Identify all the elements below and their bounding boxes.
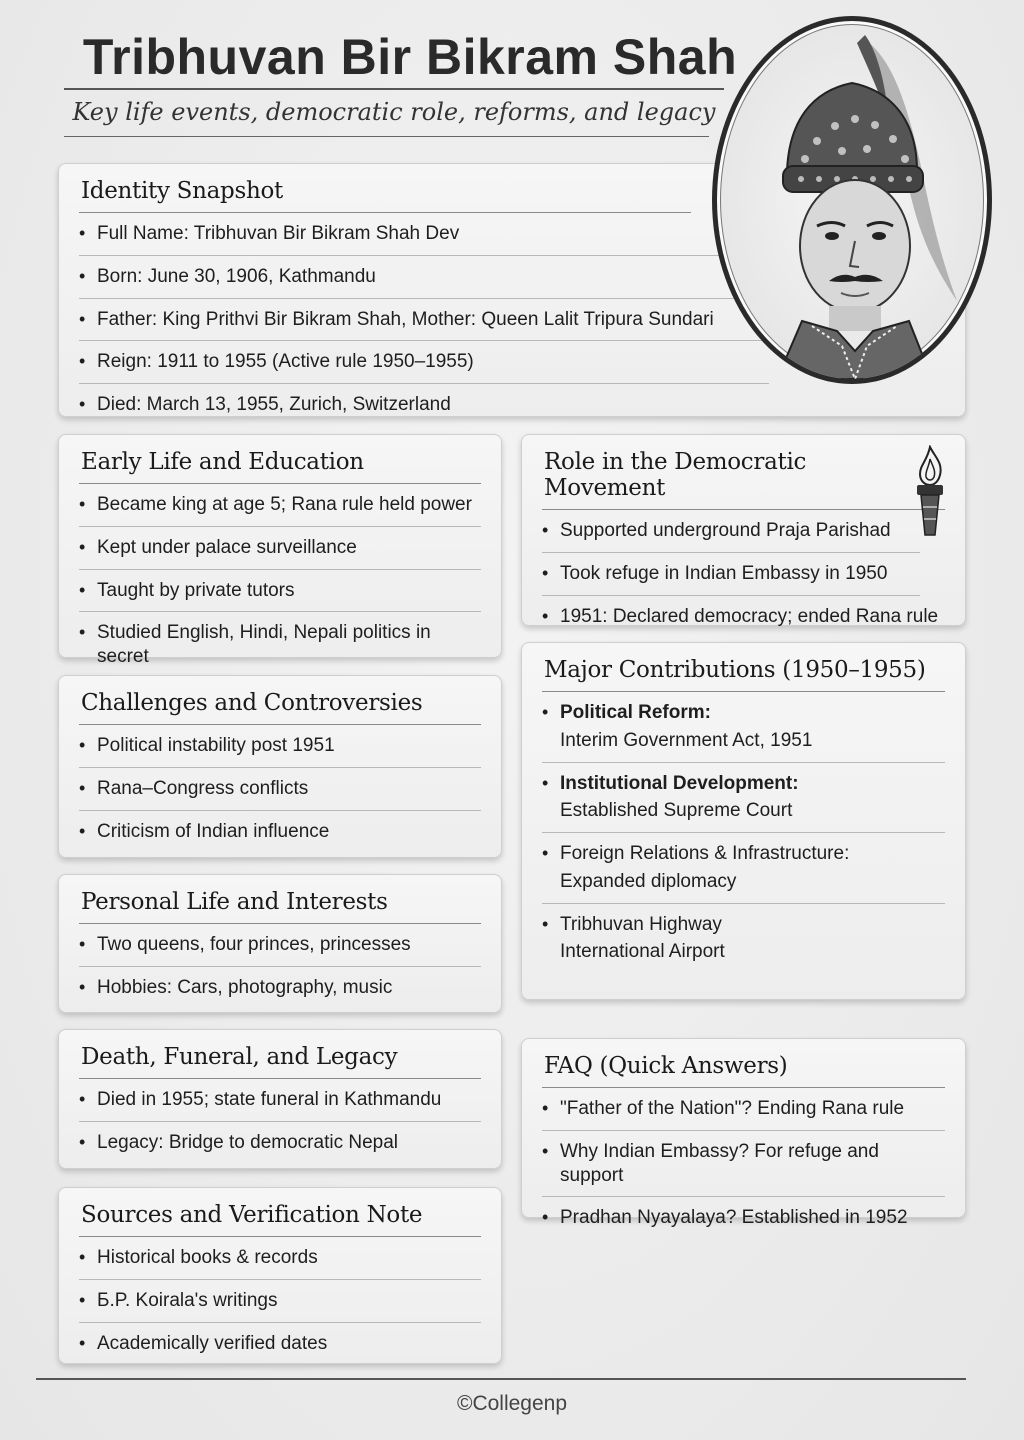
- page-subtitle: Key life events, democratic role, reforms, and legacy: [72, 98, 716, 126]
- challenges-list: [79, 725, 481, 852]
- personal-life-card: [58, 874, 502, 1013]
- sources-list: [79, 1237, 481, 1364]
- list-item: • 1951: Declared democracy; ended Rana rule: [542, 596, 947, 638]
- list-item: [542, 833, 945, 904]
- sources-card: [58, 1187, 502, 1364]
- early-life-list: [79, 484, 481, 678]
- contribution-heading: • Political Reform:: [560, 702, 711, 723]
- list-item: • Two queens, four princes, princesses: [79, 924, 481, 967]
- list-item: • Died: March 13, 1955, Zurich, Switzerland: [79, 384, 769, 426]
- footer-rule: [36, 1378, 966, 1380]
- list-item: [542, 692, 945, 763]
- list-item: [542, 763, 945, 834]
- contribution-heading: • Institutional Development:: [560, 772, 799, 794]
- list-item: • Died in 1955; state funeral in Kathmandu: [79, 1079, 481, 1122]
- death-legacy-card: [58, 1029, 502, 1169]
- list-item: [542, 904, 945, 974]
- list-item: • Academically verified dates: [79, 1323, 481, 1365]
- list-item: • Rana–Congress conflicts: [79, 768, 481, 811]
- death-legacy-list: [79, 1079, 481, 1164]
- faq-card: [521, 1038, 966, 1229]
- king-portrait-image: [712, 16, 992, 384]
- list-item: • Criticism of Indian influence: [79, 811, 481, 853]
- democratic-movement-list: [542, 510, 939, 637]
- death-legacy-title: Death, Funeral, and Legacy: [79, 1042, 481, 1079]
- list-item: • Historical books & records: [79, 1237, 481, 1280]
- faq-list: [542, 1088, 945, 1239]
- page-title: Tribhuvan Bir Bikram Shah: [82, 29, 738, 85]
- contribution-line: Expanded diplomacy: [560, 870, 737, 892]
- challenges-title: Challenges and Controversies: [79, 688, 481, 725]
- challenges-card: [58, 675, 502, 858]
- list-item: • Why Indian Embassy? For refuge and support: [542, 1131, 945, 1198]
- list-item: • Legacy: Bridge to democratic Nepal: [79, 1122, 481, 1164]
- list-item: • Hobbies: Cars, photography, music: [79, 967, 481, 1009]
- identity-snapshot-title: Identity Snapshot: [79, 176, 691, 213]
- early-life-card: [58, 434, 502, 667]
- contributions-list: [542, 692, 945, 973]
- list-item: • "Father of the Nation"? Ending Rana rule: [542, 1088, 945, 1131]
- contribution-detail: Established Supreme Court: [560, 800, 793, 822]
- sources-title: Sources and Verification Note: [79, 1200, 481, 1237]
- list-item: • Studied English, Hindi, Nepali politics in secret: [79, 612, 481, 678]
- subtitle-rule: [64, 136, 709, 137]
- list-item: • Became king at age 5; Rana rule held power: [79, 484, 481, 527]
- list-item: • Father: King Prithvi Bir Bikram Shah, Mother: Queen Lalit Tripura Sundari: [79, 299, 769, 342]
- contribution-line: • Foreign Relations & Infrastructure:: [560, 843, 850, 864]
- list-item: • Born: June 30, 1906, Kathmandu: [79, 256, 769, 299]
- list-item: • Taught by private tutors: [79, 570, 481, 613]
- list-item: • Took refuge in Indian Embassy in 1950: [542, 553, 920, 596]
- list-item: • Political instability post 1951: [79, 725, 481, 768]
- list-item: • Full Name: Tribhuvan Bir Bikram Shah Dev: [79, 213, 769, 256]
- contributions-title: Major Contributions (1950–1955): [542, 655, 945, 692]
- contribution-detail: Interim Government Act, 1951: [560, 729, 813, 751]
- list-item: • Б.P. Koirala's writings: [79, 1280, 481, 1323]
- personal-life-list: [79, 924, 481, 1009]
- democratic-movement-title: Role in the Democratic Movement: [542, 447, 945, 510]
- early-life-title: Early Life and Education: [79, 447, 481, 484]
- list-item: • Pradhan Nyayalaya? Established in 1952: [542, 1197, 945, 1239]
- personal-life-title: Personal Life and Interests: [79, 887, 481, 924]
- list-item: • Reign: 1911 to 1955 (Active rule 1950–1955): [79, 341, 769, 384]
- faq-title: FAQ (Quick Answers): [542, 1051, 945, 1088]
- contributions-card: [521, 642, 966, 1000]
- contribution-line: • Tribhuvan Highway: [560, 913, 722, 935]
- list-item: • Kept under palace surveillance: [79, 527, 481, 570]
- democratic-movement-card: [521, 434, 966, 626]
- list-item: • Supported underground Praja Parishad: [542, 510, 920, 553]
- title-rule: [64, 88, 724, 90]
- identity-list: [79, 213, 769, 426]
- footer-credit: ©Collegenp: [456, 1392, 568, 1415]
- contribution-line: International Airport: [560, 941, 725, 963]
